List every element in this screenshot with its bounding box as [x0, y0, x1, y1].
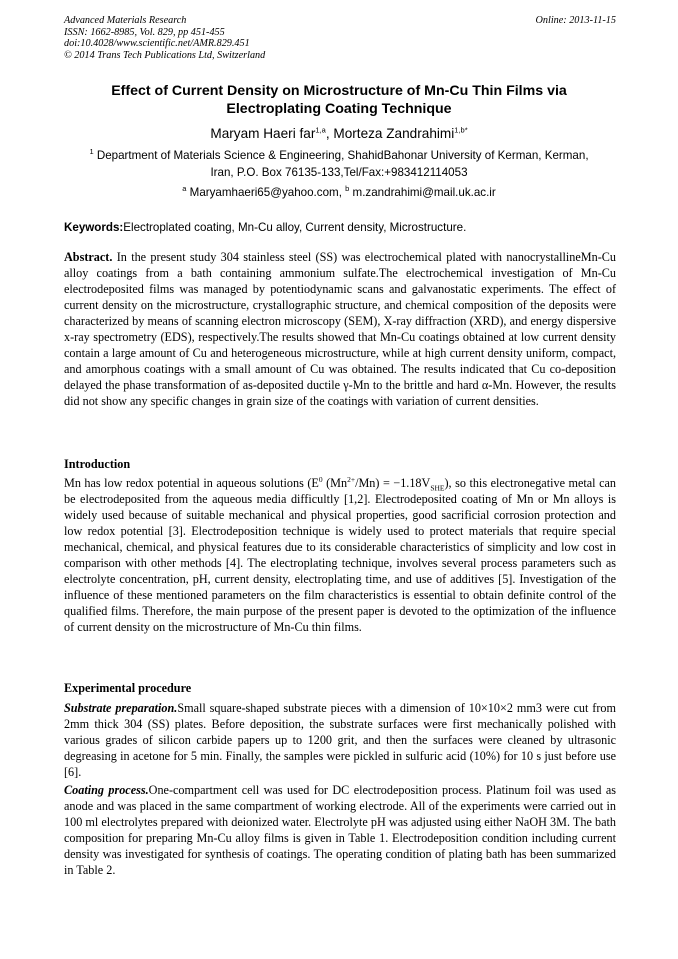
introduction-body — [64, 475, 616, 635]
journal-name: Advanced Materials Research — [64, 15, 187, 26]
intro-text-1: Mn has low redox potential in aqueous solutions (E — [64, 476, 319, 490]
copyright: © 2014 Trans Tech Publications Ltd, Switzerland — [64, 49, 266, 61]
authors — [40, 125, 638, 142]
coating-label: Coating process. — [64, 783, 149, 797]
online-date: Online: 2013-11-15 — [535, 15, 616, 26]
email-b-mark: b — [345, 184, 350, 194]
intro-text-4: ), so this electronegative metal can be electrodeposited from the aqueous media difficultly [1,2]. Electrodeposited coating of Mn or Mn alloys is widely used because of suitable mechanical and physical properties, good sacrificial corrosion protection and low redox potential [3]. Electrodeposition technique is widely used to protect materials that require special mechanical, chemical, and physical features due to its considerable characteristics of simplicity and low cost in comparison with other methods [4]. The electroplating technique, involves several process parameters such as electrolyte concentration, pH, current density, electroplating time, and use of additives [5]. Investigation of the influence of these mentioned parameters on the film characteristics is essential to obtain definite control of the qualified films. Therefore, the main purpose of the present paper is devoted to the optimization of the influence of current density on the microstructure of Mn-Cu thin films. — [64, 476, 616, 635]
author-emails — [40, 185, 638, 200]
title-line-1: Effect of Current Density on Microstructure of Mn-Cu Thin Films via — [111, 83, 567, 99]
keywords-text: Electroplated coating, Mn-Cu alloy, Current density, Microstructure. — [123, 221, 467, 234]
intro-sup-0: 0 — [318, 474, 323, 484]
author-2: Morteza Zandrahimi — [333, 126, 455, 141]
keywords-label: Keywords: — [64, 221, 124, 234]
paper-title — [40, 83, 638, 118]
journal-header — [64, 15, 616, 61]
intro-text-2: (Mn — [322, 476, 348, 490]
title-line-2: Electroplating Coating Technique — [226, 100, 452, 117]
introduction-heading: Introduction — [64, 457, 131, 471]
substrate-text: Small square-shaped substrate pieces with a dimension of 10×10×2 mm3 were cut from 2mm thick 304 (SS) plates. Before deposition, the substrate surfaces were first mechanically polished with various grades of silicon carbide papers up to 1200 grit, and then the surfaces were cleaned by ultrasonic degreasing in acetone for 5 min. Finally, the samples were pickled in sulfuric acid (10%) for 10 s just before use [6]. — [64, 701, 616, 780]
doi: doi:10.4028/www.scientific.net/AMR.829.451 — [64, 38, 250, 49]
affiliation-mark: 1 — [89, 147, 94, 157]
intro-sub: SHE — [430, 483, 445, 493]
intro-sup-1: 2+ — [347, 474, 356, 484]
email-b[interactable]: m.zandrahimi@mail.uk.ac.ir — [352, 186, 496, 199]
intro-text-3: /Mn) = −1.18V — [355, 476, 431, 490]
author-1: Maryam Haeri far — [210, 126, 316, 141]
author-separator: , — [325, 126, 334, 141]
issn: ISSN: 1662-8985, Vol. 829, pp 451-455 — [64, 26, 225, 38]
affiliation — [64, 148, 614, 181]
substrate-preparation — [64, 700, 616, 780]
affiliation-line-1: Department of Materials Science & Engineering, ShahidBahonar University of Kerman, Kerman, — [96, 149, 589, 162]
email-separator: , — [338, 186, 346, 199]
affiliation-line-2: Iran, P.O. Box 76135-133,Tel/Fax:+983412114053 — [210, 165, 468, 179]
abstract-label: Abstract. — [64, 250, 113, 264]
author-2-affil: 1,b* — [454, 125, 468, 135]
email-a-mark: a — [182, 184, 187, 194]
substrate-label: Substrate preparation. — [64, 701, 178, 715]
experimental-heading: Experimental procedure — [64, 681, 192, 695]
email-a[interactable]: Maryamhaeri65@yahoo.com — [189, 186, 339, 199]
coating-text: One-compartment cell was used for DC electrodeposition process. Platinum foil was used as anode and was placed in the same compartment of working electrode. All of the experiments were carried out in 100 ml electrolytes prepared with deionized water. Electrolyte pH was adjusted using either NaOH 3M. The bath composition for preparing Mn-Cu alloy films is given in Table 1. Electrodeposition condition including current density was investigated for synthesis of coatings. The operating condition of plating bath has been summarized in Table 2. — [64, 783, 616, 878]
keywords — [64, 220, 616, 235]
abstract-text: In the present study 304 stainless steel (SS) was electrochemical plated with nanocrystallineMn-Cu alloy coatings from a bath containing ammonium sulfate.The electrochemical investigation of Mn-Cu electrodeposited films was managed by potentiodynamic scans and galvanostatic experiments. The effect of current density on the microstructure, crystallographic structure, and chemical composition of the deposits were characterized by means of scanning electron microscopy (SEM), X-ray diffraction (XRD), and energy dispersive x-ray spectrometry (EDS), respectively.The results showed that Mn-Cu coatings obtained at low current density contain a large amount of Cu and heterogeneous microstructure, while at high current density uniform, compact, and amorphous coatings with a small amount of Cu was obtained. The results indicated that Cu co-deposition delayed the phase transformation of as-deposited ductile γ-Mn to the brittle and hard α-Mn. However, the results did not show any specific changes in grain size of the coatings with variation of current densities. — [64, 250, 617, 409]
author-1-affil: 1,a — [315, 125, 326, 135]
coating-process — [64, 782, 616, 878]
abstract — [64, 249, 616, 409]
